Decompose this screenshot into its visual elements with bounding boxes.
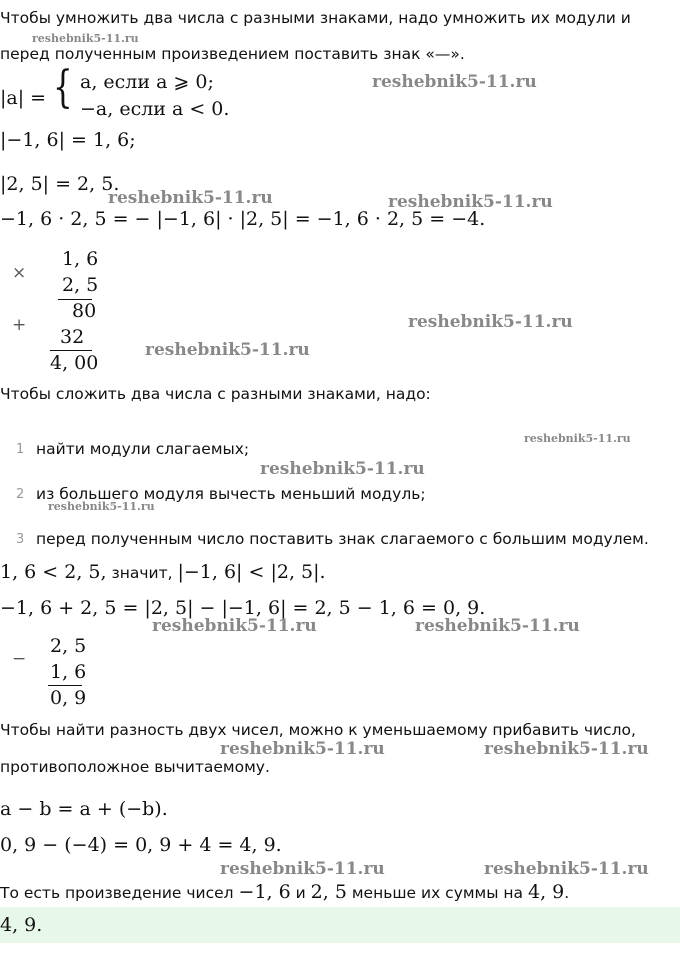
watermark: reshebnik5-11.ru [372, 72, 537, 92]
conclusion-num-2: 2, 5 [310, 881, 347, 903]
watermark: reshebnik5-11.ru [220, 739, 385, 759]
paragraph-diff-rule-line2: противоположное вычитаемому. [0, 758, 270, 776]
equation-diff: 0, 9 − (−4) = 0, 9 + 4 = 4, 9. [0, 834, 282, 856]
mult-line-2 [50, 350, 92, 351]
abs-def-lhs: |a| = [0, 87, 47, 109]
conclusion-text-b: и [290, 884, 311, 902]
abs-def-case1: a, если a ⩾ 0; [80, 71, 214, 93]
step-3-number: 3 [16, 532, 25, 547]
paragraph-multiply-rule-line1: Чтобы умножить два числа с разными знаками, надо умножить их модули и [0, 9, 631, 27]
watermark: reshebnik5-11.ru [260, 459, 425, 479]
comparison-b: |−1, 6| < |2, 5|. [177, 561, 326, 583]
watermark: reshebnik5-11.ru [220, 859, 385, 879]
sub-minuend: 2, 5 [50, 635, 87, 657]
sub-minus-sign: − [12, 649, 27, 669]
equation-sum: −1, 6 + 2, 5 = |2, 5| − |−1, 6| = 2, 5 − 1, 6 = 0, 9. [0, 597, 486, 619]
comparison-word: значит, [106, 564, 178, 582]
watermark: reshebnik5-11.ru [388, 192, 553, 212]
paragraph-diff-rule-line1: Чтобы найти разность двух чисел, можно к уменьшаемому прибавить число, [0, 721, 636, 739]
mult-factor-a: 1, 6 [62, 248, 99, 270]
step-2-number: 2 [16, 487, 25, 502]
step-1-text: найти модули слагаемых; [36, 440, 250, 458]
watermark: reshebnik5-11.ru [108, 188, 273, 208]
watermark: reshebnik5-11.ru [408, 312, 573, 332]
answer-text: 4, 9. [0, 914, 43, 936]
abs-def-brace: { [53, 62, 73, 113]
answer-box [0, 907, 680, 943]
step-2-text: из большего модуля вычесть меньший модуль; [36, 485, 426, 503]
mult-partial-1: 80 [72, 300, 97, 322]
conclusion-text-c: меньше их суммы на [346, 884, 528, 902]
equation-abs-1: |−1, 6| = 1, 6; [0, 129, 136, 151]
watermark: reshebnik5-11.ru [152, 616, 317, 636]
mult-factor-b: 2, 5 [62, 274, 99, 296]
conclusion-text-a: То есть произведение чисел [0, 884, 239, 902]
watermark: reshebnik5-11.ru [484, 859, 649, 879]
conclusion-num-3: 4, 9 [527, 881, 565, 903]
watermark: reshebnik5-11.ru [484, 739, 649, 759]
paragraph-add-rule: Чтобы сложить два числа с разными знаками, надо: [0, 385, 431, 403]
paragraph-multiply-rule-line2: перед полученным произведением поставить знак «—». [0, 45, 465, 63]
sub-subtrahend: 1, 6 [50, 661, 87, 683]
sub-result: 0, 9 [50, 687, 87, 709]
equation-product: −1, 6 · 2, 5 = − |−1, 6| · |2, 5| = −1, 6 · 2, 5 = −4. [0, 208, 486, 230]
watermark: reshebnik5-11.ru [524, 432, 631, 445]
watermark: reshebnik5-11.ru [415, 616, 580, 636]
watermark: reshebnik5-11.ru [32, 32, 139, 45]
comparison-a: 1, 6 < 2, 5, [0, 561, 107, 583]
step-1-number: 1 [16, 442, 25, 457]
comparison-line [0, 563, 326, 582]
conclusion-line [0, 883, 569, 902]
equation-diff-rule: a − b = a + (−b). [0, 798, 168, 820]
mult-result: 4, 00 [50, 352, 99, 374]
conclusion-text-d: . [564, 884, 570, 902]
mult-plus-sign: + [12, 315, 27, 335]
equation-abs-2: |2, 5| = 2, 5. [0, 173, 120, 195]
mult-partial-2: 32 [60, 326, 85, 348]
conclusion-num-1: −1, 6 [238, 881, 291, 903]
watermark: reshebnik5-11.ru [48, 500, 155, 513]
step-3-text: перед полученным число поставить знак слагаемого с большим модулем. [36, 530, 649, 548]
sub-line [48, 685, 82, 686]
watermark: reshebnik5-11.ru [145, 340, 310, 360]
abs-def-case2: −a, если a < 0. [80, 98, 230, 120]
mult-times-sign: × [12, 263, 27, 283]
